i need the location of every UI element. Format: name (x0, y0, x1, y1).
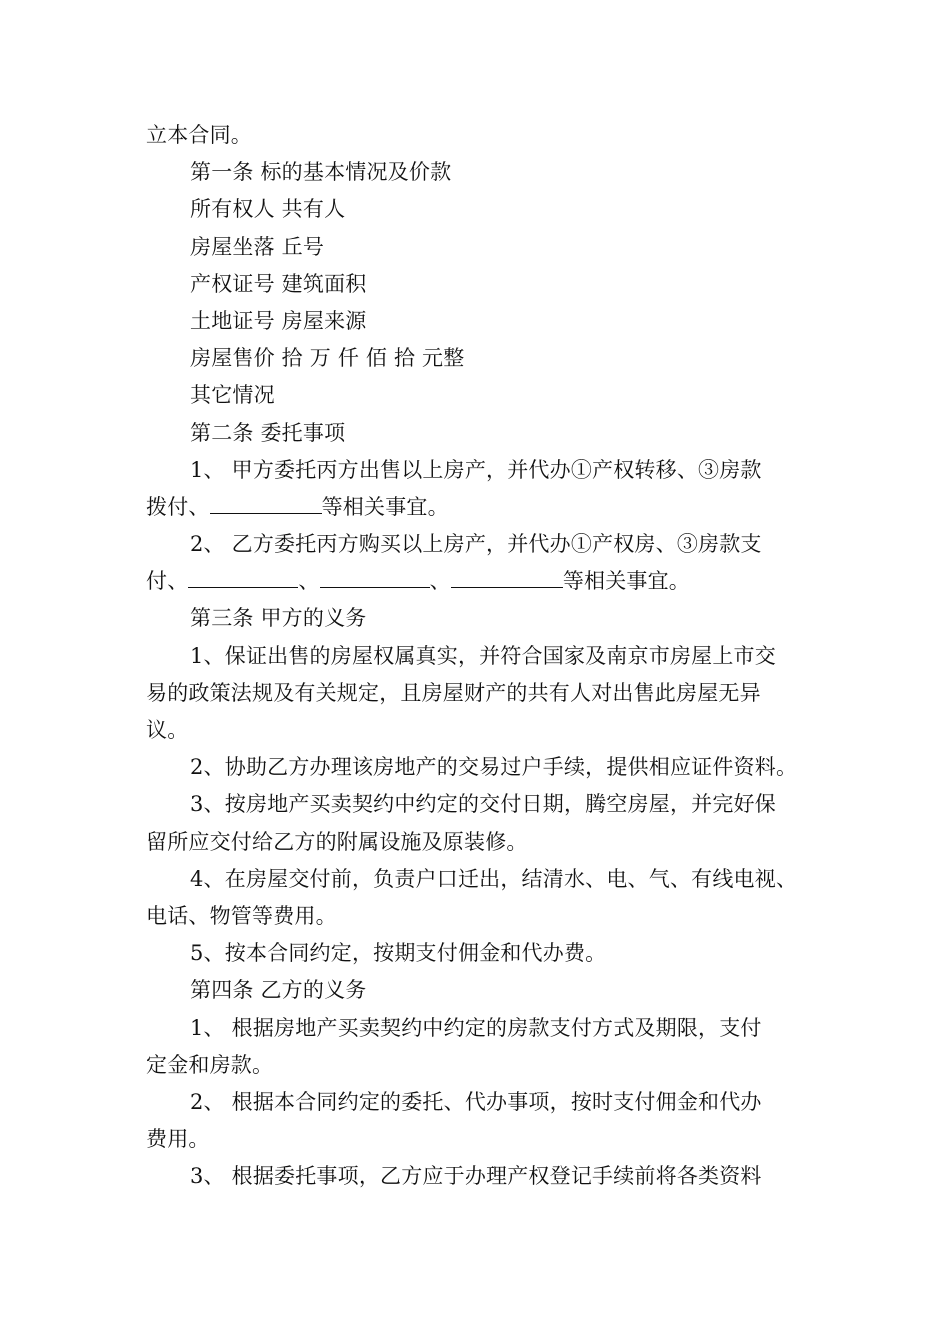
fill-blank (320, 565, 430, 588)
text-line: 4、在房屋交付前，负责户口迁出，结清水、电、气、有线电视、 (190, 866, 798, 891)
text-line: 易的政策法规及有关规定，且房屋财产的共有人对出售此房屋无异 (146, 680, 761, 705)
text-line: 5、按本合同约定，按期支付佣金和代办费。 (190, 941, 607, 966)
text-span: 等相关事宜。 (321, 494, 449, 519)
fill-blank (210, 491, 322, 514)
text-span: 、 (298, 569, 320, 594)
contract-body (146, 117, 816, 1195)
article-4-heading: 第四条 乙方的义务 (190, 978, 367, 1003)
text-line: 1、 甲方委托丙方出售以上房产，并代办①产权转移、③房款 (190, 457, 762, 482)
text-line: 3、按房地产买卖契约中约定的交付日期，腾空房屋，并完好保 (190, 792, 776, 817)
text-line (146, 563, 816, 600)
text-line: 定金和房款。 (146, 1052, 274, 1077)
article-3-heading: 第三条 甲方的义务 (190, 606, 367, 631)
text-line: 2、 根据本合同约定的委托、代办事项，按时支付佣金和代办 (190, 1089, 762, 1114)
text-line: 3、 根据委托事项，乙方应于办理产权登记手续前将各类资料 (190, 1164, 762, 1189)
text-line: 议。 (146, 718, 189, 742)
text-span: 付、 (146, 569, 189, 594)
text-line (146, 489, 816, 526)
text-line: 2、协助乙方办理该房地产的交易过户手续，提供相应证件资料。 (190, 755, 798, 780)
owner-field: 所有权人 共有人 (190, 197, 346, 222)
article-1-heading: 第一条 标的基本情况及价款 (190, 160, 452, 185)
text-span: 等相关事宜。 (562, 569, 691, 594)
fill-blank (451, 565, 563, 588)
location-field: 房屋坐落 丘号 (190, 234, 325, 259)
article-2-heading: 第二条 委托事项 (190, 420, 346, 445)
text-span: 拨付、 (146, 494, 210, 519)
text-line: 1、保证出售的房屋权属真实，并符合国家及南京市房屋上市交 (190, 643, 776, 668)
text-line: 立本合同。 (146, 123, 252, 147)
text-line: 费用。 (146, 1127, 210, 1152)
fill-blank (188, 565, 298, 588)
text-span: 、 (429, 569, 451, 594)
certificate-field: 产权证号 建筑面积 (190, 271, 367, 296)
text-line: 电话、物管等费用。 (146, 903, 337, 928)
text-line: 2、 乙方委托丙方购买以上房产，并代办①产权房、③房款支 (190, 532, 762, 557)
text-line: 1、 根据房地产买卖契约中约定的房款支付方式及期限，支付 (190, 1015, 762, 1040)
land-certificate-field: 土地证号 房屋来源 (190, 308, 367, 333)
text-line: 留所应交付给乙方的附属设施及原装修。 (146, 829, 528, 854)
price-field: 房屋售价 拾 万 仟 佰 拾 元整 (190, 346, 465, 371)
other-field: 其它情况 (190, 383, 275, 408)
